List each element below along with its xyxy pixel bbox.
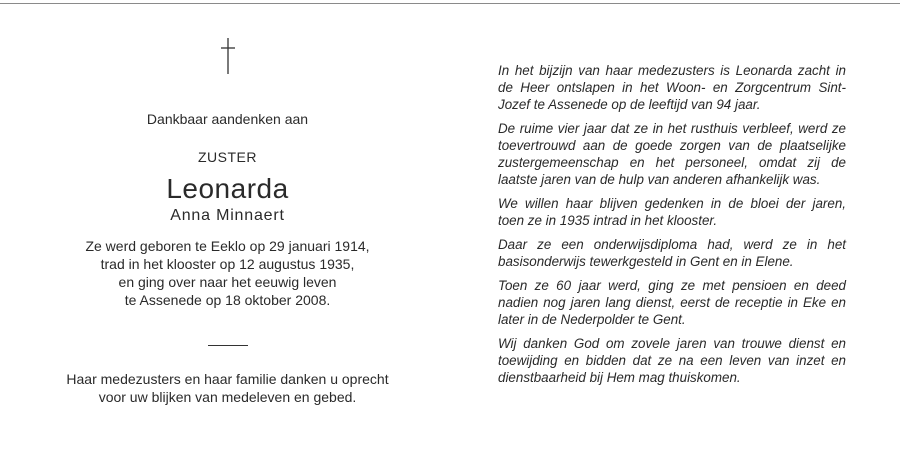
paragraph	[498, 277, 846, 328]
paragraph	[498, 120, 846, 188]
memorial-card-left	[30, 36, 425, 406]
memorial-text-right	[498, 62, 846, 393]
bio-line: trad in het klooster op 12 augustus 1935,	[100, 256, 355, 272]
divider	[208, 345, 248, 346]
thanks-line: Haar medezusters en haar familie danken u oprecht	[66, 371, 389, 387]
thanks-text	[30, 370, 425, 406]
text-line: de Heer ontslapen in het Woon- en Zorgcentrum Sint-	[498, 80, 846, 95]
cross-icon	[220, 36, 236, 76]
text-line: dienstbaarheid bij Hem mag thuiskomen.	[498, 370, 741, 385]
text-line: toevertrouwd aan de goede zorgen van de plaatselijke	[498, 138, 846, 153]
paragraph	[498, 236, 846, 270]
title-word: ZUSTER	[198, 149, 257, 165]
text-line: In het bijzijn van haar medezusters is Leonarda zacht in	[498, 63, 846, 78]
text-line: toen ze in 1935 intrad in het klooster.	[498, 213, 718, 228]
text-line: nadien nog jaren lang dienst, eerst de receptie in Eke en	[498, 295, 846, 310]
text-line: laatste jaren van de hulp van anderen afhankelijk was.	[498, 172, 821, 187]
text-line: Wij danken God om zovele jaren van trouwe dienst en	[498, 336, 846, 351]
bio-line: Ze werd geboren te Eeklo op 29 januari 1914,	[85, 238, 370, 254]
deceased-name: Leonarda	[166, 173, 289, 204]
text-line: zustergemeenschap en het personeel, omdat zij de	[498, 155, 846, 170]
bio-line: en ging over naar het eeuwig leven	[118, 274, 337, 290]
text-line: Jozef te Assenede op de leeftijd van 94 jaar.	[498, 97, 761, 112]
text-line: Toen ze 60 jaar werd, ging ze met pensioen en deed	[498, 278, 846, 293]
biography	[30, 237, 425, 309]
paragraph	[498, 195, 846, 229]
intro-text: Dankbaar aandenken aan	[146, 111, 309, 127]
text-line: basisonderwijs tewerkgesteld in Gent en in Elene.	[498, 254, 794, 269]
text-line: toewijding en bidden dat ze na een leven van inzet en	[498, 353, 846, 368]
bio-line: te Assenede op 18 oktober 2008.	[124, 292, 331, 308]
text-line: Daar ze een onderwijsdiploma had, werd ze in het	[498, 237, 846, 252]
text-line: later in de Nederpolder te Gent.	[498, 312, 686, 327]
text-line: De ruime vier jaar dat ze in het rusthuis verbleef, werd ze	[498, 121, 846, 136]
paragraph	[498, 62, 846, 113]
top-border-line	[0, 3, 900, 4]
paragraph	[498, 335, 846, 386]
text-line: We willen haar blijven gedenken in de bloei der jaren,	[498, 196, 846, 211]
thanks-line: voor uw blijken van medeleven en gebed.	[98, 389, 357, 405]
deceased-full-name: Anna Minnaert	[170, 207, 285, 224]
